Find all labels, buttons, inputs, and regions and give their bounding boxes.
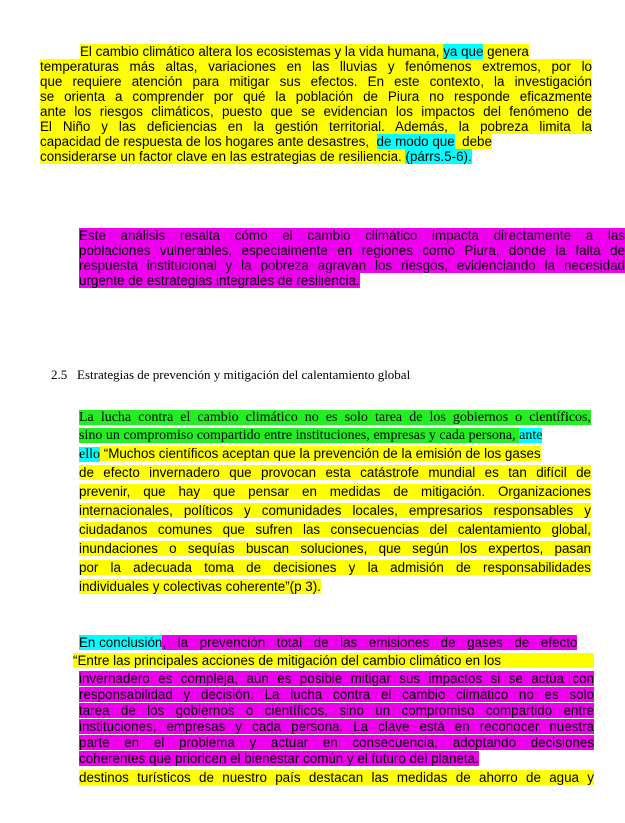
p1-text: considerarse un factor clave en las estrategias de resiliencia. [40, 149, 402, 164]
p4-line-1 [79, 635, 592, 650]
section-heading [51, 367, 410, 383]
p3-line-4: de efecto invernadero que provocan esta catástrofe mundial es tan difícil de [79, 465, 591, 480]
p3-line-6: internacionales, políticos y comunidades locales, empresarios responsables y [79, 503, 591, 518]
p1-text: debe [462, 134, 492, 149]
p1-line-7 [40, 134, 592, 149]
p4-line-3: invernadero es compleja, aún es posible mitigar sus impactos si se actúa con [79, 671, 594, 686]
p3-line-5: prevenir, que hay que pensar en medidas de mitigación. Organizaciones [79, 484, 591, 499]
p3-line-1: La lucha contra el cambio climático no es solo tarea de los gobiernos o científicos, [79, 410, 591, 425]
connector-highlight: ya que [443, 44, 484, 59]
p2-line-1: Este análisis resalta cómo el cambio climático impacta directamente a las [79, 228, 625, 243]
p3-line-8: inundaciones o sequías buscan soluciones, que según los expertos, pasan [79, 541, 591, 556]
p4-line-6: instituciones, empresas y cada persona. La clave está en reconocer nuestra [79, 719, 594, 734]
p4-line-2: “Entre las principales acciones de mitigación del cambio climático en los [73, 653, 594, 668]
p1-text: El cambio climático altera los ecosistemas y la vida humana, [80, 44, 440, 59]
p4-line-5: tarea de los gobiernos o científicos, sino un compromiso compartido entre [79, 703, 594, 718]
p3-line-9: por la adecuada toma de decisiones y la admisión de responsabilidades [79, 560, 591, 575]
p3-line-2 [79, 428, 591, 443]
connector-highlight: ello [79, 447, 100, 462]
p1-line-5: ante los riesgos climáticos, puesto que se evidencian los impactos del fenómeno de [40, 104, 592, 119]
p2-line-4: urgente de estrategias integrales de resiliencia. [79, 273, 360, 288]
p4-text: , la prevención total de las emisiones de gases de efecto [162, 635, 578, 650]
p1-line-8 [40, 149, 472, 164]
p1-text: genera [487, 44, 529, 59]
p3-line-7: ciudadanos comunes que sufren las consecuencias del calentamiento global, [79, 522, 591, 537]
p1-line-2: temperaturas más altas, variaciones en las lluvias y fenómenos extremos, por lo [40, 59, 592, 74]
connector-highlight: de modo que [376, 134, 455, 149]
connector-highlight: ante [519, 428, 543, 443]
p1-line-4: se orienta a comprender por qué la población de Piura no responde eficazmente [40, 89, 592, 104]
citation-highlight: (párrs.5-6). [405, 149, 472, 164]
p4-line-8: coherentes que prioricen el bienestar común y el futuro del planeta. [79, 751, 479, 766]
p3-quote-text: “Muchos científicos aceptan que la prevención de la emisión de los gases [103, 446, 541, 461]
p4-line-4: responsabilidad y decisión. La lucha contra el cambio climático no es solo [79, 687, 594, 702]
p1-line-3: que requiere atención para mitigar sus efectos. En este contexto, la investigación [40, 74, 592, 89]
section-title: Estrategias de prevención y mitigación del calentamiento global [77, 367, 411, 382]
p3-text: sino un compromiso compartido entre instituciones, empresas y cada persona, [79, 428, 516, 443]
p4-line-7: parte en el problema y actuar en consecuencia, adoptando decisiones [79, 735, 594, 750]
section-number: 2.5 [51, 367, 68, 382]
p3-line-3 [79, 446, 591, 461]
p3-line-10: individuales y colectivas coherente”(p 3). [79, 579, 321, 594]
p1-line-1 [80, 44, 592, 59]
p4-line-9: destinos turísticos de nuestro país destacan las medidas de ahorro de agua y [79, 770, 594, 785]
p1-text: capacidad de respuesta de los hogares ante desastres, [40, 134, 370, 149]
p2-line-2: poblaciones vulnerables, especialmente en regiones como Piura, donde la falta de [79, 243, 625, 258]
conclusion-connector: En conclusión [79, 635, 163, 650]
p1-line-6: El Niño y las deficiencias en la gestión territorial. Además, la pobreza limita la [40, 119, 592, 134]
p2-line-3: respuesta institucional y la pobreza agravan los riesgos, evidenciando la necesidad [79, 258, 625, 273]
